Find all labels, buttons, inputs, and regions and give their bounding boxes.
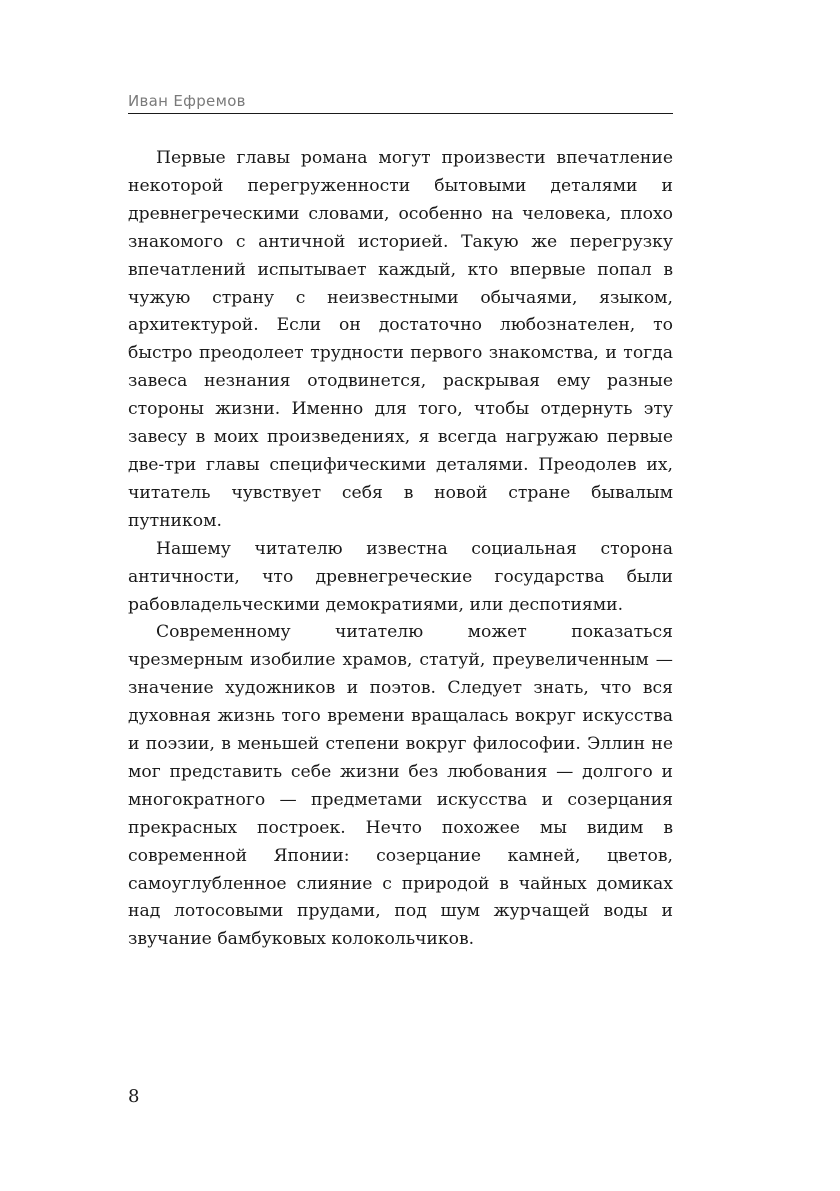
paragraph-3: Современному читателю может показаться чрезмерным изобилие храмов, статуй, преувеличенным — значение художников и поэтов. Следует знать, что вся духовная жизнь того времени вращалась вокруг искусства и поэзии, в меньшей степени вокруг философии. Эллин не мог представить себе жизни без любования — долгого и многократного — предметами искусства и созерцания прекрасных построек. Нечто похожее мы видим в современной Японии: созерцание камней, цветов, самоуглубленное слияние с природой в чайных домиках над лотосовыми прудами, под шум журчащей воды и звучание бамбуковых колокольчиков. [128, 622, 673, 950]
running-head-author: Иван Ефремов [128, 92, 246, 110]
paragraph-2: Нашему читателю известна социальная сторона античности, что древнегреческие государства были рабовладельческими демократиями, или деспотиями. [128, 538, 673, 615]
paragraph-1: Первые главы романа могут произвести впечатление некоторой перегруженности бытовыми деталями и древнегреческими словами, особенно на человека, плохо знакомого с античной историей. Такую же перегрузку впечатлений испытывает каждый, кто впервые попал в чужую страну с неизвестными обычаями, языком, архитектурой. Если он достаточно любознателен, то быстро преодолеет трудности первого знакомства, и тогда завеса незнания отодвинется, раскрывая ему разные стороны жизни. Именно для того, чтобы отдернуть эту завесу в моих произведениях, я всегда нагружаю первые две-три главы специфическими деталями. Преодолев их, читатель чувствует себя в новой стране бывалым путником. [128, 148, 673, 531]
header-divider [128, 113, 673, 114]
page-number: 8 [128, 1086, 140, 1107]
body-text [128, 145, 673, 954]
